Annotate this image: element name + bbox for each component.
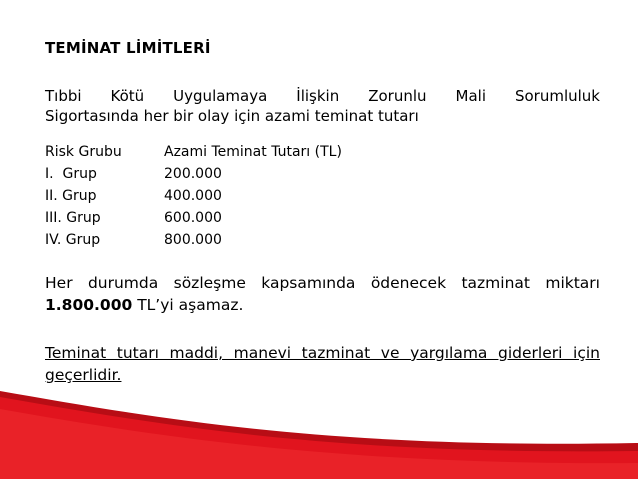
risk-group-cell: I. Grup [45, 166, 97, 182]
risk-group-cell: III. Grup [45, 210, 101, 226]
risk-group-cell: II. Grup [45, 188, 97, 204]
red-wave-footer [0, 379, 638, 479]
table-row [45, 229, 342, 251]
slide-title: TEMİNAT LİMİTLERİ [45, 39, 211, 57]
max-compensation-amount: 1.800.000 [45, 296, 133, 314]
table-row [45, 207, 342, 229]
para1-line-1: Her durumda sözleşme kapsamında ödenecek tazminat miktarı [45, 274, 600, 292]
table-row [45, 163, 342, 185]
amount-cell: 200.000 [164, 166, 222, 182]
max-compensation-paragraph [45, 272, 600, 316]
para1-line-2 [45, 294, 600, 316]
para2-line-2: geçerlidir. [45, 366, 122, 384]
subtitle-line-2: Sigortasında her bir olay için azami teminat tutarı [45, 107, 419, 125]
header-max-amount: Azami Teminat Tutarı (TL) [164, 144, 342, 160]
para1-rest: TL’yi aşamaz. [132, 296, 244, 314]
risk-group-cell: IV. Grup [45, 232, 101, 248]
header-risk-group: Risk Grubu [45, 144, 122, 160]
risk-group-table [45, 141, 342, 251]
table-header-row [45, 141, 342, 163]
table-row [45, 185, 342, 207]
subtitle-line-1: Tıbbi Kötü Uygulamaya İlişkin Zorunlu Mali Sorumluluk [45, 87, 600, 105]
amount-cell: 400.000 [164, 188, 222, 204]
para2-line-1: Teminat tutarı maddi, manevi tazminat ve yargılama giderleri için [45, 344, 600, 362]
amount-cell: 800.000 [164, 232, 222, 248]
amount-cell: 600.000 [164, 210, 222, 226]
slide-subtitle [45, 86, 600, 126]
